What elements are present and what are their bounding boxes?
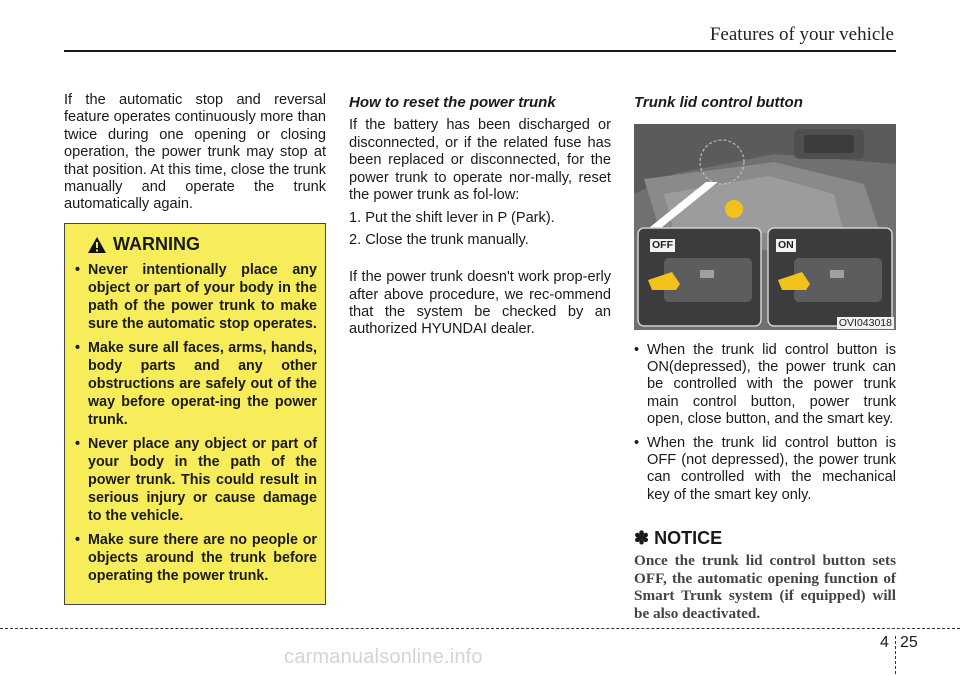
figure-code: OVI043018: [838, 317, 892, 329]
page-number-divider: [895, 636, 896, 674]
trunk-lid-bullet: • When the trunk lid control button is OFF (not depressed), the power trunk can controlled with the mechanical key of the smart key only.: [634, 435, 896, 504]
reset-section-title: How to reset the power trunk: [349, 94, 556, 111]
reset-note: If the power trunk doesn't work prop-erly after above procedure, we rec-ommend that the system be checked by an authorized HYUNDAI dealer.: [349, 269, 611, 338]
intro-paragraph: If the automatic stop and reversal feature operates continuously more than twice during one opening or closing operation, the power trunk may stop at that position. At this time, close the trunk manually and operate the trunk automatically again.: [64, 92, 326, 213]
page-header-title: Features of your vehicle: [709, 24, 894, 45]
trunk-lid-bullets: [634, 342, 896, 511]
column-right: [634, 92, 896, 117]
figure-label-on: ON: [778, 239, 794, 251]
footer-rule: [0, 628, 960, 629]
warning-list: [65, 261, 325, 585]
warning-item: • Make sure there are no people or objects around the trunk before operating the power trunk.: [75, 531, 317, 585]
trunk-lid-figure: [634, 124, 896, 330]
warning-header: [87, 234, 325, 255]
trunk-lid-bullet: • When the trunk lid control button is ON(depressed), the power trunk can be controlled with the power trunk main control button, power trunk open, close button, and the smart key.: [634, 342, 896, 428]
header-rule: [64, 50, 896, 52]
reset-step: 2. Close the trunk manually.: [349, 231, 529, 248]
warning-item: • Make sure all faces, arms, hands, body parts and any other obstructions are safely out of the way before operat-ing the power trunk.: [75, 339, 317, 429]
watermark: carmanualsonline.info: [284, 646, 483, 668]
reset-paragraph: If the battery has been discharged or disconnected, or if the related fuse has been replaced or disconnected, for the power trunk to operate nor-mally, reset the power trunk as fol-low:: [349, 117, 611, 204]
figure-label-off: OFF: [652, 239, 673, 251]
warning-title: WARNING: [113, 234, 200, 254]
column-middle: [349, 92, 611, 339]
notice-body: Once the trunk lid control button sets OFF, the automatic opening function of Smart Trunk system (if equipped) will be also deactivated.: [634, 552, 896, 622]
page-number: 25: [900, 634, 918, 651]
notice-title: ✽ NOTICE: [634, 528, 723, 548]
dashboard-illustration: [634, 124, 896, 330]
warning-item: • Never place any object or part of your body in the path of the power trunk. This could result in serious injury or cause damage to the vehicle.: [75, 435, 317, 525]
column-left: [64, 92, 326, 214]
warning-triangle-icon: [87, 236, 107, 254]
warning-item: • Never intentionally place any object or part of your body in the path of the power trunk to make sure the automatic stop operates.: [75, 261, 317, 333]
reset-steps: [349, 210, 611, 249]
chapter-number: 4: [880, 634, 889, 651]
reset-step: 1. Put the shift lever in P (Park).: [349, 210, 555, 227]
trunk-lid-section-title: Trunk lid control button: [634, 94, 803, 111]
warning-box: [64, 223, 326, 605]
